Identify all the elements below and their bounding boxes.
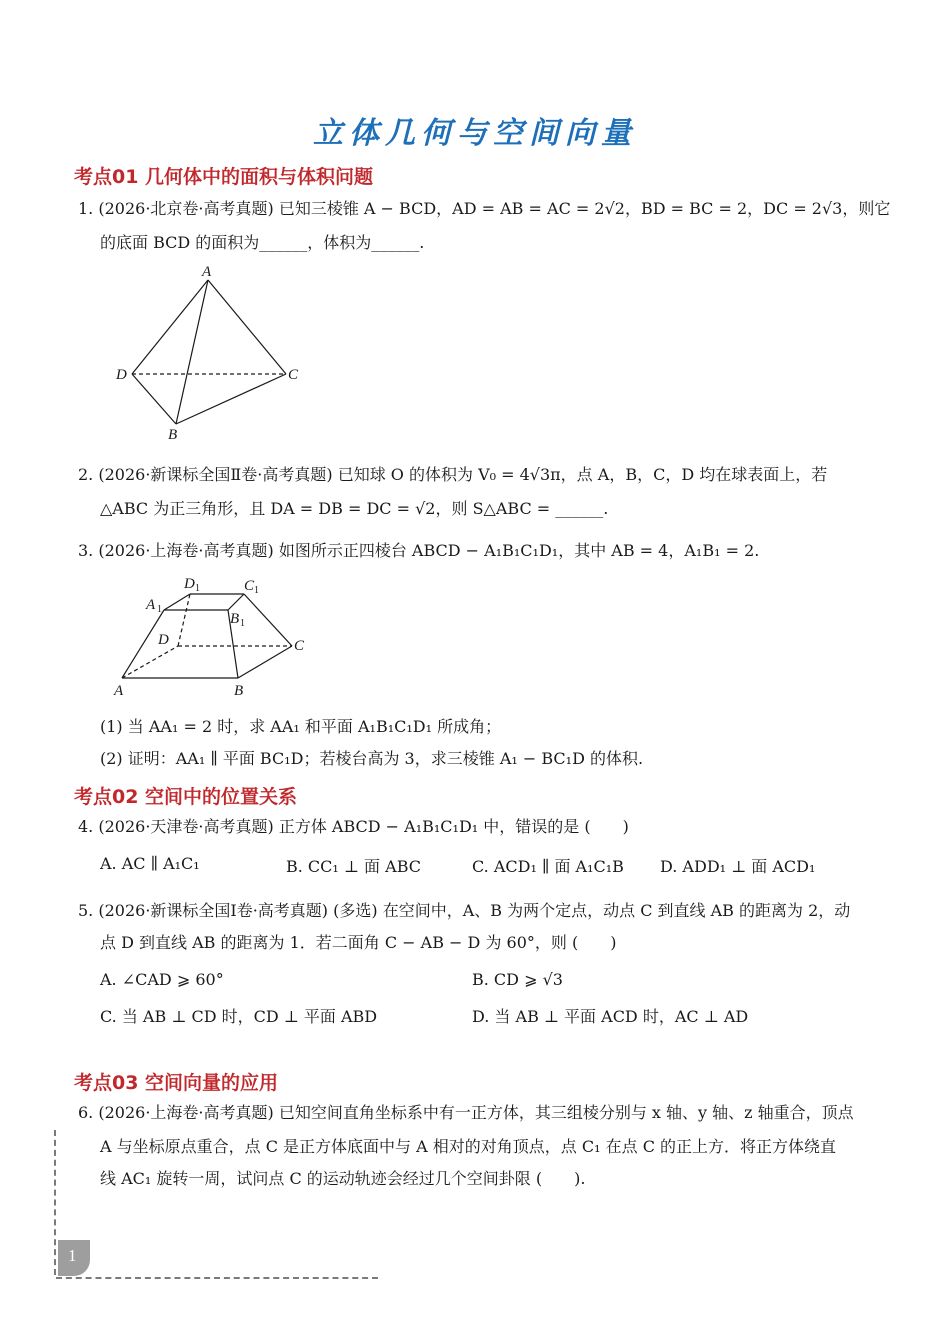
vertex-label-a: A bbox=[114, 683, 124, 699]
vertex-label-c: C bbox=[288, 367, 299, 383]
vertex-label-d: D bbox=[158, 632, 169, 648]
edge-db bbox=[132, 374, 176, 424]
problem-6-line-2: A 与坐标原点重合，点 C 是正方体底面中与 A 相对的对角顶点，点 C₁ 在点 C 的正上方．将正方体绕直 bbox=[100, 1137, 837, 1156]
vertex-label-c1: C bbox=[244, 578, 255, 594]
edge-ab bbox=[176, 280, 208, 424]
page-border-dashed-vertical bbox=[54, 1130, 56, 1275]
vertex-label-b1: B bbox=[230, 611, 240, 627]
vertex-sub-d1: 1 bbox=[195, 583, 200, 594]
vertex-label-d: D bbox=[116, 367, 127, 383]
vertex-sub-a1: 1 bbox=[157, 604, 162, 615]
edge-ad bbox=[132, 280, 208, 374]
vertex-sub-b1: 1 bbox=[240, 618, 245, 629]
problem-1-line-2: 的底面 BCD 的面积为______，体积为______. bbox=[100, 233, 425, 252]
vertex-label-b: B bbox=[168, 427, 178, 443]
problem-2-line-2: △ABC 为正三角形，且 DA = DB = DC = √2，则 S△ABC = ______. bbox=[100, 499, 609, 518]
edge-ac bbox=[208, 280, 286, 374]
problem-4-option-b: B. CC₁ ⊥ 面 ABC bbox=[286, 857, 421, 876]
problem-3-question-1: (1) 当 AA₁ = 2 时，求 AA₁ 和平面 A₁B₁C₁D₁ 所成角； bbox=[100, 717, 502, 736]
edge-b1c1 bbox=[228, 594, 244, 610]
vertex-label-a: A bbox=[202, 264, 212, 280]
problem-2-line-1: 2. (2026·新课标全国Ⅱ卷·高考真题) 已知球 O 的体积为 V₀ = 4√3π，点 A，B，C，D 均在球表面上，若 bbox=[78, 465, 828, 484]
edge-a1d1 bbox=[164, 594, 190, 610]
problem-5-option-b: B. CD ⩾ √3 bbox=[472, 970, 563, 989]
problem-4-line-1: 4. (2026·天津卷·高考真题) 正方体 ABCD − A₁B₁C₁D₁ 中，错误的是 ( ) bbox=[78, 817, 629, 836]
section-heading-1: 考点01 几何体中的面积与体积问题 bbox=[74, 166, 374, 188]
section-heading-2: 考点02 空间中的位置关系 bbox=[74, 786, 298, 808]
vertex-label-c: C bbox=[294, 638, 305, 654]
problem-5-option-a: A. ∠CAD ⩾ 60° bbox=[100, 970, 224, 989]
page-title: 立体几何与空间向量 bbox=[313, 116, 637, 151]
frustum-figure bbox=[110, 570, 320, 706]
problem-3-line-1: 3. (2026·上海卷·高考真题) 如图所示正四棱台 ABCD − A₁B₁C₁D₁，其中 AB = 4，A₁B₁ = 2. bbox=[78, 541, 760, 560]
section-heading-3: 考点03 空间向量的应用 bbox=[74, 1072, 279, 1094]
problem-1-line-1: 1. (2026·北京卷·高考真题) 已知三棱锥 A − BCD，AD = AB = AC = 2√2，BD = BC = 2，DC = 2√3，则它 bbox=[78, 199, 891, 218]
edge-cc1 bbox=[244, 594, 292, 646]
problem-4-option-c: C. ACD₁ ∥ 面 A₁C₁B bbox=[472, 857, 624, 876]
problem-5-option-c: C. 当 AB ⊥ CD 时，CD ⊥ 平面 ABD bbox=[100, 1007, 378, 1026]
problem-6-line-1: 6. (2026·上海卷·高考真题) 已知空间直角坐标系中有一正方体，其三组棱分别与 x 轴、y 轴、z 轴重合，顶点 bbox=[78, 1103, 854, 1122]
problem-5-option-d: D. 当 AB ⊥ 平面 ACD 时，AC ⊥ AD bbox=[472, 1007, 749, 1026]
vertex-label-d1: D bbox=[184, 576, 195, 592]
problem-3-question-2: (2) 证明：AA₁ ∥ 平面 BC₁D；若棱台高为 3，求三棱锥 A₁ − BC₁D 的体积. bbox=[100, 749, 644, 768]
page-border-dashed-horizontal bbox=[56, 1277, 378, 1279]
problem-4-option-a: A. AC ∥ A₁C₁ bbox=[100, 854, 200, 873]
vertex-label-b: B bbox=[234, 683, 244, 699]
edge-cb bbox=[176, 374, 286, 424]
vertex-sub-c1: 1 bbox=[254, 585, 259, 596]
problem-4-option-d: D. ADD₁ ⊥ 面 ACD₁ bbox=[660, 857, 816, 876]
problem-5-line-2: 点 D 到直线 AB 的距离为 1．若二面角 C − AB − D 为 60°，则 ( ) bbox=[100, 933, 617, 952]
vertex-label-a1: A bbox=[146, 597, 156, 613]
problem-5-line-1: 5. (2026·新课标全国Ⅰ卷·高考真题) (多选) 在空间中，A、B 为两个定点，动点 C 到直线 AB 的距离为 2，动 bbox=[78, 901, 851, 920]
edge-bc bbox=[238, 646, 292, 678]
edge-ad-hidden bbox=[122, 646, 178, 678]
tetrahedron-figure bbox=[110, 262, 310, 444]
problem-6-line-3: 线 AC₁ 旋转一周，试问点 C 的运动轨迹会经过几个空间卦限 ( ). bbox=[100, 1169, 586, 1188]
page-number: 1 bbox=[68, 1246, 77, 1265]
edge-dd1-hidden bbox=[178, 594, 190, 646]
